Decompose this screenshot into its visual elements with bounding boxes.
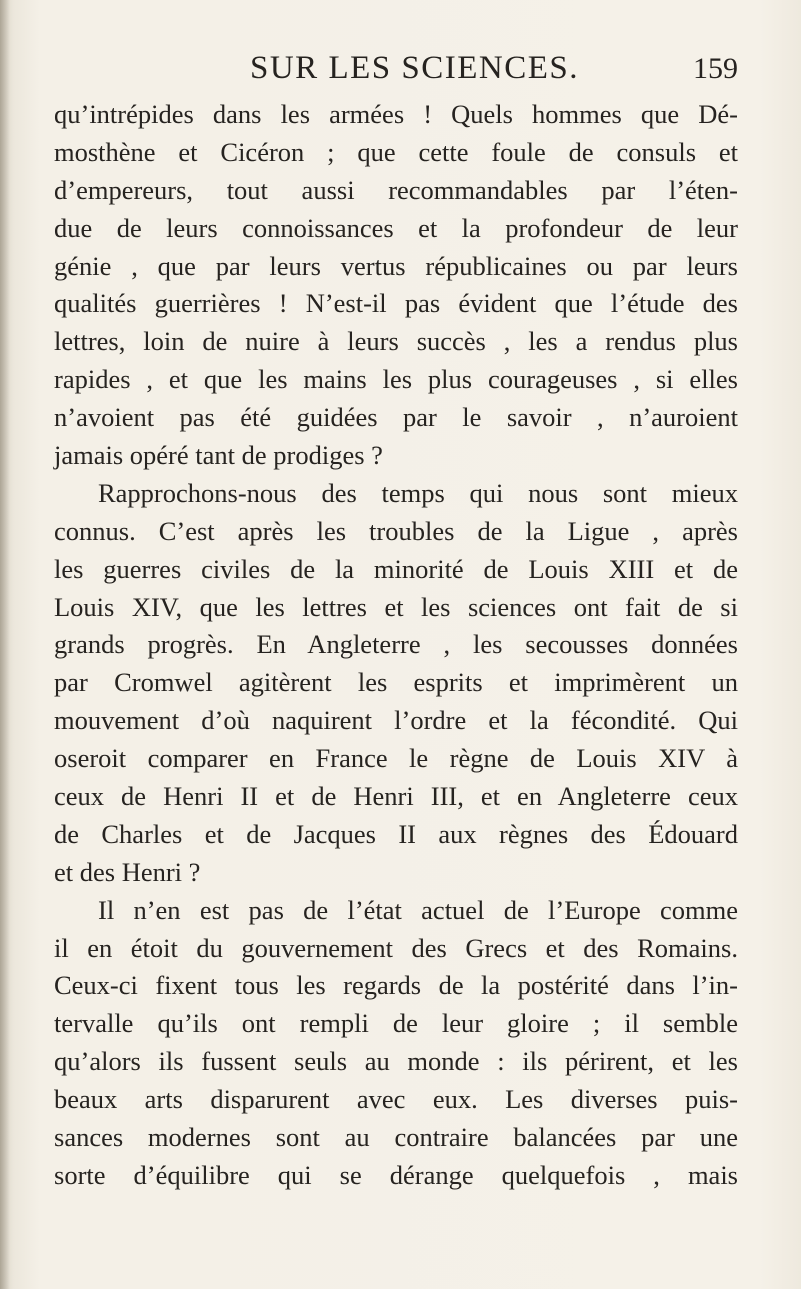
text-line: Louis XIV, que les lettres et les sciences ont fait de si: [54, 591, 738, 622]
text-line: oseroit comparer en France le règne de Louis XIV à: [54, 743, 738, 774]
text-line: les guerres civiles de la minorité de Louis XIII et de: [54, 553, 738, 584]
text-line: d’empereurs, tout aussi recommandables par l’éten-: [54, 174, 738, 205]
text-line: rapides , et que les mains les plus courageuses , si elles: [54, 364, 738, 395]
text-line: ceux de Henri II et de Henri III, et en Angleterre ceux: [54, 781, 738, 812]
text-line: Rapprochons-nous des temps qui nous sont mieux: [98, 477, 738, 508]
paragraph-2: [54, 475, 738, 892]
text-line: il en étoit du gouvernement des Grecs et des Romains.: [54, 932, 738, 963]
text-line: tervalle qu’ils ont rempli de leur gloire ; il semble: [54, 1008, 738, 1039]
text-line: beaux arts disparurent avec eux. Les diverses puis-: [54, 1084, 738, 1115]
text-line: Ceux-ci fixent tous les regards de la postérité dans l’in-: [54, 970, 738, 1001]
text-line: mouvement d’où naquirent l’ordre et la fécondité. Qui: [54, 705, 738, 736]
body-text: [54, 96, 738, 1195]
text-line: génie , que par leurs vertus républicaines ou par leurs: [54, 250, 738, 281]
paragraph-1: [54, 96, 738, 475]
running-head: SUR LES SCIENCES.: [250, 50, 579, 86]
text-line: par Cromwel agitèrent les esprits et imprimèrent un: [54, 667, 738, 698]
text-line: mosthène et Cicéron ; que cette foule de consuls et: [54, 136, 738, 167]
text-line: sances modernes sont au contraire balancées par une: [54, 1122, 738, 1153]
text-line: lettres, loin de nuire à leurs succès , les a rendus plus: [54, 326, 738, 357]
gutter-shadow: [0, 0, 10, 1289]
page-header: [54, 50, 738, 94]
text-line: qualités guerrières ! N’est-il pas évident que l’étude des: [54, 288, 738, 319]
text-line: de Charles et de Jacques II aux règnes des Édouard: [54, 818, 738, 849]
text-line: n’avoient pas été guidées par le savoir , n’auroient: [54, 402, 738, 433]
text-line: grands progrès. En Angleterre , les secousses données: [54, 629, 738, 660]
text-line: sorte d’équilibre qui se dérange quelquefois , mais: [54, 1159, 738, 1190]
page-number: 159: [693, 52, 738, 85]
text-line: jamais opéré tant de prodiges ?: [54, 440, 383, 471]
text-line: qu’alors ils fussent seuls au monde : ils périrent, et les: [54, 1046, 738, 1077]
text-line: et des Henri ?: [54, 856, 201, 887]
text-line: connus. C’est après les troubles de la Ligue , après: [54, 515, 738, 546]
text-line: due de leurs connoissances et la profondeur de leur: [54, 212, 738, 243]
paragraph-3: [54, 892, 738, 1195]
text-line: Il n’en est pas de l’état actuel de l’Europe comme: [98, 894, 738, 925]
text-line: qu’intrépides dans les armées ! Quels hommes que Dé-: [54, 99, 738, 129]
